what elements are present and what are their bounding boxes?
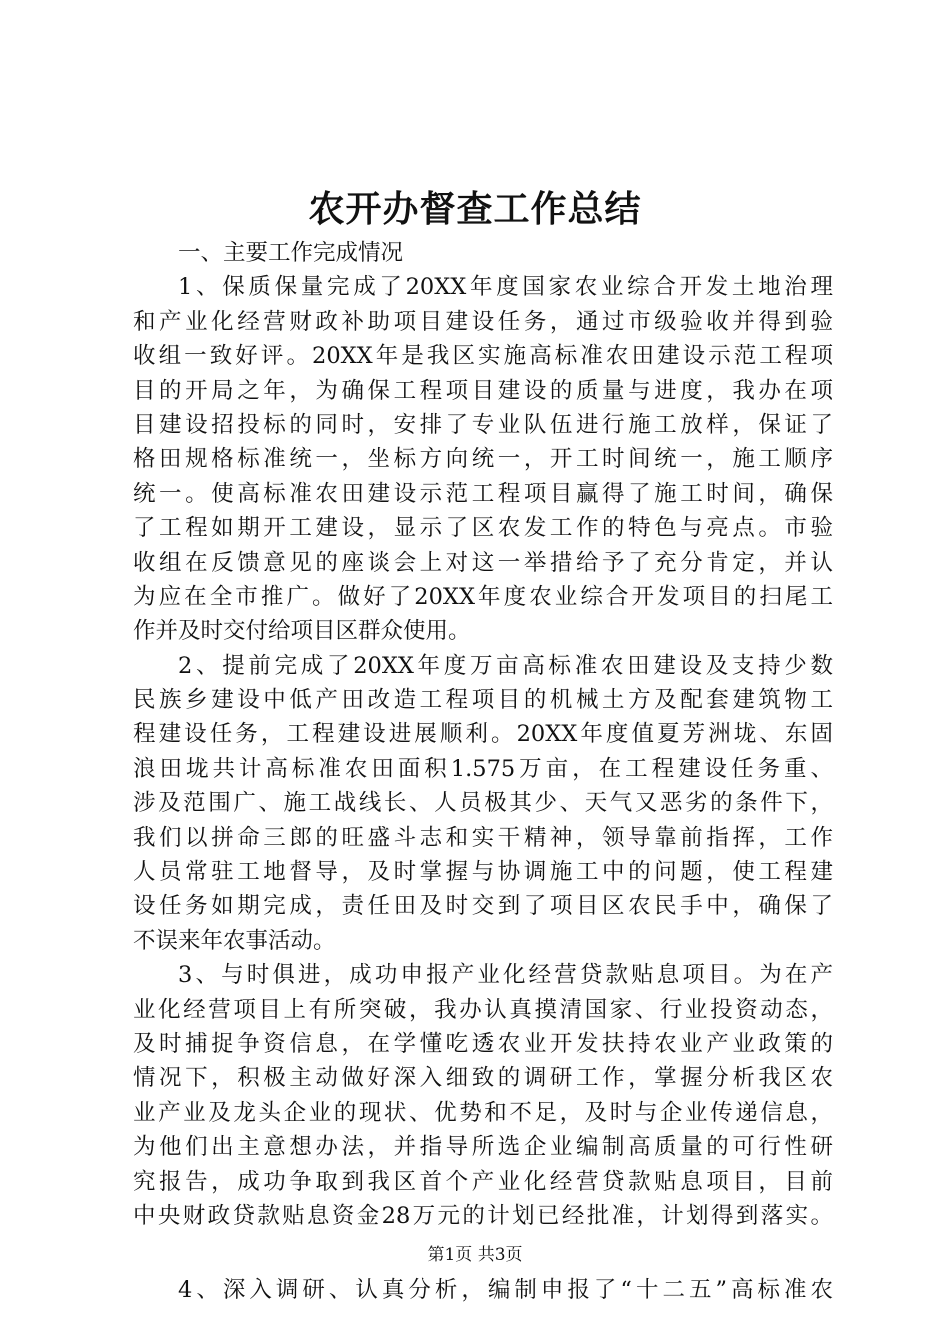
document-body (133, 236, 833, 1308)
paragraph-line: 涉及范围广、施工战线长、人员极其少、天气又恶劣的条件下， (133, 790, 833, 817)
paragraph-line: 统一。使高标准农田建设示范工程项目赢得了施工时间，确保 (133, 480, 833, 507)
section-heading: 一、主要工作完成情况 (178, 240, 404, 266)
paragraph-line: 究报告，成功争取到我区首个产业化经营贷款贴息项目，目前 (133, 1168, 833, 1195)
paragraph-line: 了工程如期开工建设，显示了区农发工作的特色与亮点。市验 (133, 515, 833, 542)
page-footer: 第1页 共3页 (427, 1245, 523, 1265)
document-title: 农开办督查工作总结 (308, 188, 642, 230)
paragraph-line: 1、保质保量完成了20XX年度国家农业综合开发土地治理 (178, 274, 833, 301)
paragraph-line: 浪田垅共计高标准农田面积1.575万亩，在工程建设任务重、 (133, 755, 833, 782)
paragraph-line: 4、深入调研、认真分析，编制申报了“十二五”高标准农 (178, 1277, 833, 1304)
paragraph-line: 我们以拼命三郎的旺盛斗志和实干精神，领导靠前指挥，工作 (133, 824, 833, 851)
paragraph-line: 情况下，积极主动做好深入细致的调研工作，掌握分析我区农 (133, 1065, 833, 1092)
paragraph-line: 为应在全市推广。做好了20XX年度农业综合开发项目的扫尾工 (133, 583, 833, 610)
paragraph-line: 为他们出主意想办法，并指导所选企业编制高质量的可行性研 (133, 1134, 833, 1161)
paragraph-line: 业化经营项目上有所突破，我办认真摸清国家、行业投资动态， (133, 996, 833, 1023)
paragraph-line: 目的开局之年，为确保工程项目建设的质量与进度，我办在项 (133, 377, 833, 404)
paragraph-line: 业产业及龙头企业的现状、优势和不足，及时与企业传递信息， (133, 1099, 833, 1126)
paragraph-line: 3、与时俱进，成功申报产业化经营贷款贴息项目。为在产 (178, 962, 833, 989)
paragraph-line: 收组一致好评。20XX年是我区实施高标准农田建设示范工程项 (133, 343, 833, 370)
paragraph-line: 目建设招投标的同时，安排了专业队伍进行施工放样，保证了 (133, 411, 833, 438)
paragraph-line: 不误来年农事活动。 (133, 927, 336, 954)
paragraph-line: 收组在反馈意见的座谈会上对这一举措给予了充分肯定，并认 (133, 549, 833, 576)
paragraph-line: 中央财政贷款贴息资金28万元的计划已经批准，计划得到落实。 (133, 1202, 833, 1229)
paragraph-line: 程建设任务，工程建设进展顺利。20XX年度值夏芳洲垅、东固 (133, 721, 833, 748)
paragraph-line: 及时捕捉争资信息，在学懂吃透农业开发扶持农业产业政策的 (133, 1030, 833, 1057)
paragraph-line: 民族乡建设中低产田改造工程项目的机械土方及配套建筑物工 (133, 687, 833, 714)
paragraph-line: 设任务如期完成，责任田及时交到了项目区农民手中，确保了 (133, 893, 833, 920)
paragraph-line: 和产业化经营财政补助项目建设任务，通过市级验收并得到验 (133, 308, 833, 335)
paragraph-line: 作并及时交付给项目区群众使用。 (133, 618, 471, 645)
paragraph-line: 人员常驻工地督导，及时掌握与协调施工中的问题，使工程建 (133, 859, 833, 886)
paragraph-line: 2、提前完成了20XX年度万亩高标准农田建设及支持少数 (178, 652, 833, 679)
paragraph-line: 格田规格标准统一，坐标方向统一，开工时间统一，施工顺序 (133, 446, 833, 473)
